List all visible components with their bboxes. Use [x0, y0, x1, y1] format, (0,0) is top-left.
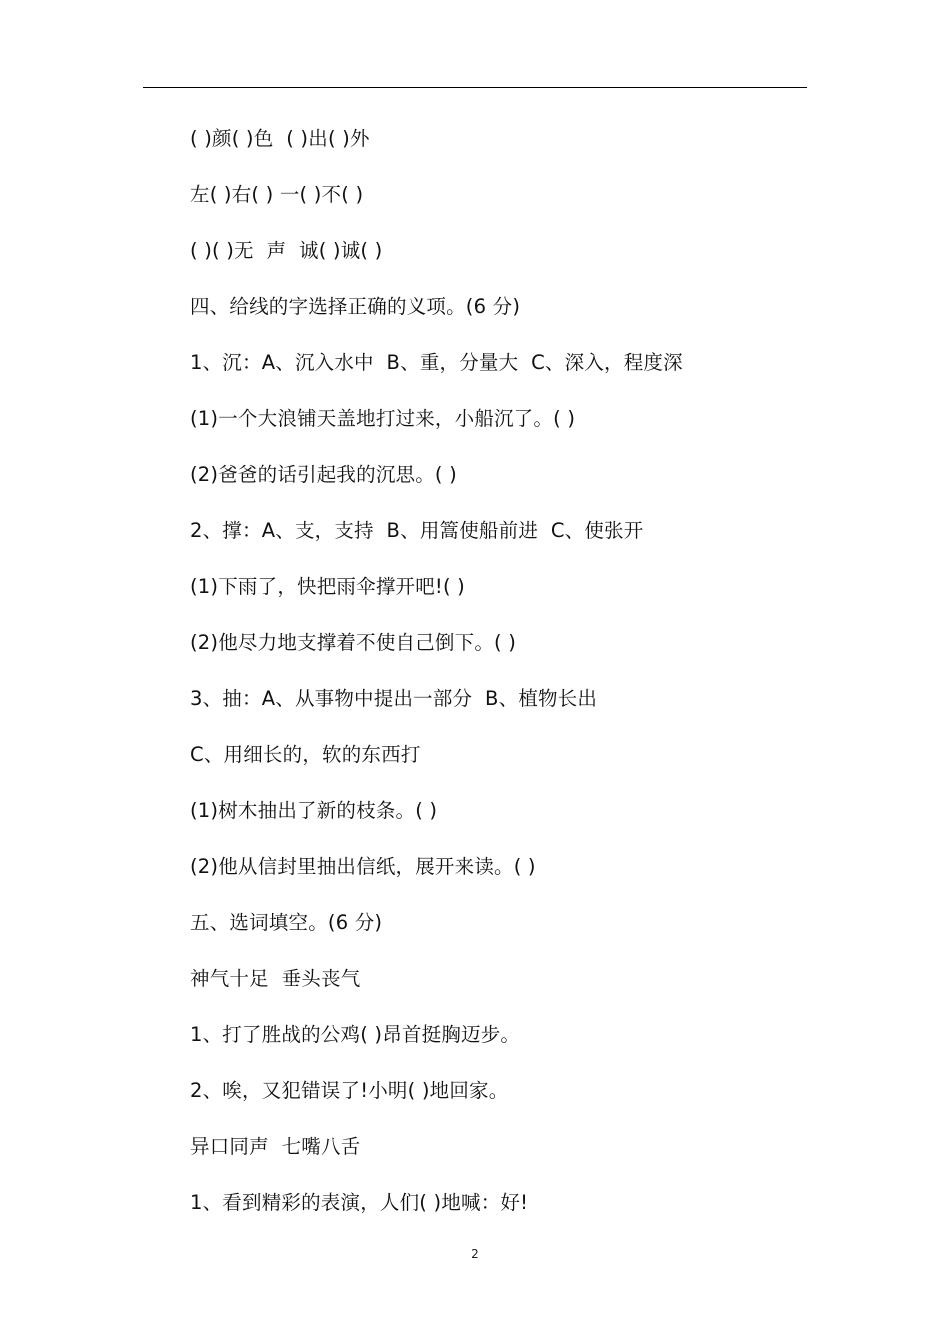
question-line: 2、撑：A、支，支持 B、用篙使船前进 C、使张开	[190, 519, 644, 542]
page-number: 2	[471, 1247, 479, 1261]
text-line: 1、打了胜战的公鸡( )昂首挺胸迈步。	[190, 1023, 521, 1046]
word-choices: 异口同声 七嘴八舌	[190, 1135, 361, 1158]
text-line: ( )( )无 声 诚( )诚( )	[190, 239, 383, 262]
text-line: 1、看到精彩的表演，人们( )地喊：好!	[190, 1191, 529, 1214]
document-body	[190, 124, 810, 1244]
word-choices: 神气十足 垂头丧气	[190, 967, 361, 990]
text-line: (2)他尽力地支撑着不使自己倒下。( )	[190, 631, 517, 654]
text-line: ( )颜( )色 ( )出( )外	[190, 127, 370, 150]
section-heading: 四、给线的字选择正确的义项。(6 分)	[190, 295, 521, 318]
text-line: (2)爸爸的话引起我的沉思。( )	[190, 463, 457, 486]
text-line: 左( )右( ) 一( )不( )	[190, 183, 364, 206]
header-rule	[143, 87, 807, 88]
section-heading: 五、选词填空。(6 分)	[190, 911, 383, 934]
text-line: (1)一个大浪铺天盖地打过来，小船沉了。( )	[190, 407, 576, 430]
text-line: (2)他从信封里抽出信纸，展开来读。( )	[190, 855, 536, 878]
text-line: 2、唉，又犯错误了!小明( )地回家。	[190, 1079, 509, 1102]
text-line: (1)树木抽出了新的枝条。( )	[190, 799, 438, 822]
text-line: (1)下雨了，快把雨伞撑开吧!( )	[190, 575, 465, 598]
question-line: 1、沉：A、沉入水中 B、重，分量大 C、深入，程度深	[190, 351, 683, 374]
question-line: 3、抽：A、从事物中提出一部分 B、植物长出	[190, 687, 598, 710]
text-line: C、用细长的，软的东西打	[190, 743, 421, 766]
